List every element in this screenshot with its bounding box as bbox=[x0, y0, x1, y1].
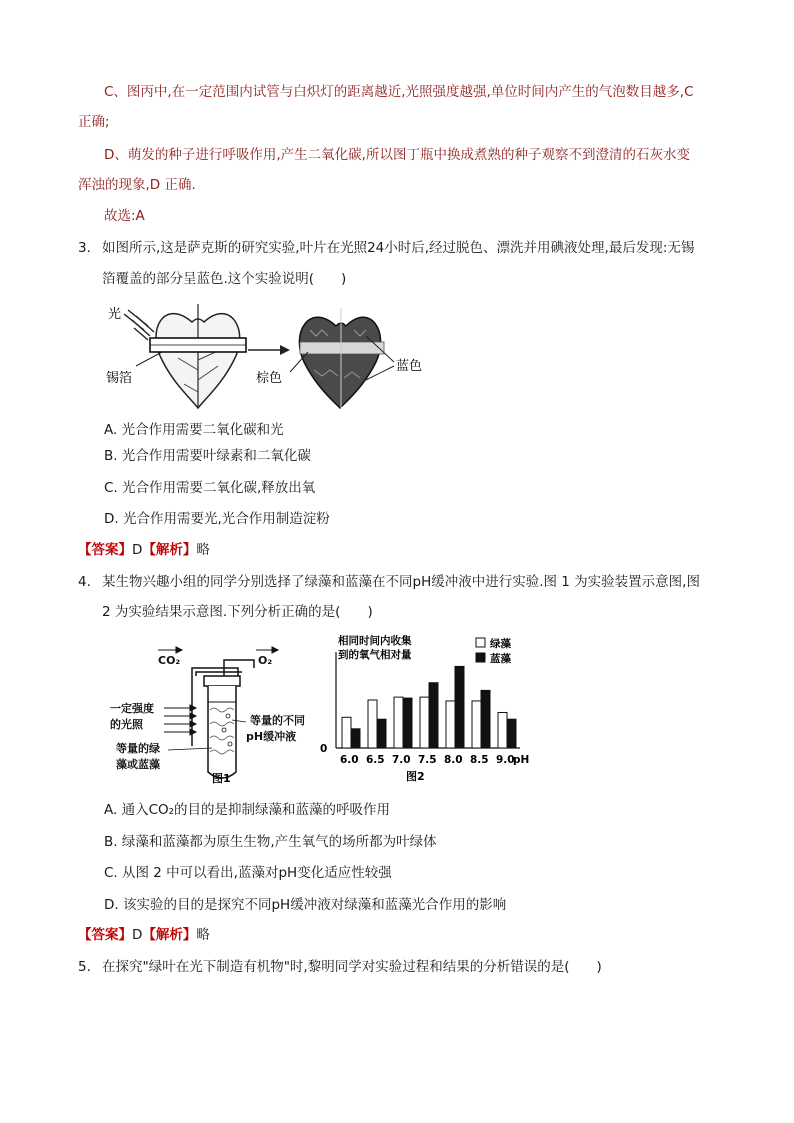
gas-arrows-icon bbox=[158, 647, 278, 653]
light-rays-icon bbox=[124, 310, 154, 340]
q5-number: 5. bbox=[78, 959, 91, 975]
q5-stem: 5. 在探究"绿叶在光下制造有机物"时,黎明同学对实验过程和结果的分析错误的是( ) bbox=[78, 959, 602, 975]
leaf-before-icon bbox=[156, 304, 240, 408]
light-label: 光 bbox=[108, 307, 122, 322]
x-tick-label: 9.0 bbox=[496, 754, 515, 766]
bar-blue-algae-6.5 bbox=[377, 719, 386, 748]
q4-option-d: D. 该实验的目的是探究不同pH缓冲液对绿藻和蓝藻光合作用的影响 bbox=[104, 897, 507, 913]
bar-green-algae-8.0 bbox=[446, 701, 455, 748]
bar-green-algae-6.0 bbox=[342, 717, 351, 748]
algae-label-2: 藻或蓝藻 bbox=[116, 758, 160, 771]
blue-label: 蓝色 bbox=[396, 359, 423, 374]
chart-xlabel: pH bbox=[513, 754, 530, 766]
q3-answer: 【答案】D【解析】略 bbox=[78, 542, 210, 558]
q4-number: 4. bbox=[78, 574, 91, 590]
leaf-after-icon bbox=[299, 308, 384, 408]
chart-ylabel-line1: 相同时间内收集 bbox=[338, 635, 412, 647]
brown-label: 棕色 bbox=[256, 371, 283, 386]
co2-label: CO₂ bbox=[158, 654, 181, 667]
x-tick-label: 7.0 bbox=[392, 754, 411, 766]
algae-label-1: 等量的绿 bbox=[116, 742, 160, 755]
chart-y-origin: 0 bbox=[320, 743, 328, 755]
test-tube bbox=[204, 676, 240, 778]
q3-option-b: B. 光合作用需要叶绿素和二氧化碳 bbox=[104, 448, 311, 464]
chart-ylabel-line2: 到的氧气相对量 bbox=[338, 649, 412, 661]
legend-swatch bbox=[476, 653, 485, 662]
q4-option-c: C. 从图 2 中可以看出,蓝藻对pH变化适应性较强 bbox=[104, 865, 392, 881]
q3-option-c: C. 光合作用需要二氧化碳,释放出氧 bbox=[104, 480, 316, 496]
q4-option-a: A. 通入CO₂的目的是抑制绿藻和蓝藻的呼吸作用 bbox=[104, 802, 391, 818]
q3-stem-line1: 3. 如图所示,这是萨克斯的研究实验,叶片在光照24小时后,经过脱色、漂洗并用碘液处理,最后发现:无锡 bbox=[78, 240, 695, 256]
q4-bar-chart bbox=[312, 632, 532, 786]
o2-label: O₂ bbox=[258, 654, 273, 667]
q3-stem-line2: 箔覆盖的部分呈蓝色.这个实验说明( ) bbox=[102, 271, 347, 287]
q4-stem-line1: 4. 某生物兴趣小组的同学分别选择了绿藻和蓝藻在不同pH缓冲液中进行实验.图 1 为实验装置示意图,图 bbox=[78, 574, 700, 590]
bar-blue-algae-9.0 bbox=[507, 719, 516, 748]
bar-blue-algae-6.0 bbox=[351, 729, 360, 748]
bar-blue-algae-8.5 bbox=[481, 690, 490, 748]
explanation-choice: 故选:A bbox=[104, 208, 145, 224]
chart-legend bbox=[476, 637, 511, 665]
q3-option-a: A. 光合作用需要二氧化碳和光 bbox=[104, 422, 284, 438]
x-tick-label: 6.0 bbox=[340, 754, 359, 766]
q3-leaf-figure bbox=[104, 300, 434, 412]
q3-option-d: D. 光合作用需要光,光合作用制造淀粉 bbox=[104, 511, 330, 527]
bar-green-algae-8.5 bbox=[472, 701, 481, 748]
x-tick-label: 8.5 bbox=[470, 754, 489, 766]
bar-blue-algae-8.0 bbox=[455, 666, 464, 748]
q4-answer: 【答案】D【解析】略 bbox=[78, 927, 210, 943]
x-tick-label: 7.5 bbox=[418, 754, 437, 766]
q4-option-b: B. 绿藻和蓝藻都为原生生物,产生氧气的场所都为叶绿体 bbox=[104, 834, 437, 850]
bar-green-algae-6.5 bbox=[368, 700, 377, 748]
buffer-label-2: pH缓冲液 bbox=[246, 730, 297, 743]
foil-label: 锡箔 bbox=[106, 371, 133, 386]
legend-label: 蓝藻 bbox=[490, 653, 511, 665]
q4-apparatus-figure bbox=[108, 636, 316, 786]
bar-blue-algae-7.0 bbox=[403, 698, 412, 748]
explanation-d-line2: 浑浊的现象,D 正确. bbox=[78, 177, 196, 193]
bar-green-algae-7.0 bbox=[394, 697, 403, 748]
x-tick-label: 6.5 bbox=[366, 754, 385, 766]
fig2-caption: 图2 bbox=[406, 770, 425, 783]
explanation-d-line1: D、萌发的种子进行呼吸作用,产生二氧化碳,所以图丁瓶中换成煮熟的种子观察不到澄清的石灰水变 bbox=[104, 147, 690, 163]
q3-number: 3. bbox=[78, 240, 91, 256]
x-tick-label: 8.0 bbox=[444, 754, 463, 766]
legend-swatch bbox=[476, 638, 485, 647]
light-label-2: 的光照 bbox=[110, 718, 143, 731]
q4-stem-line2: 2 为实验结果示意图.下列分析正确的是( ) bbox=[102, 604, 373, 620]
light-label-1: 一定强度 bbox=[110, 702, 154, 715]
legend-label: 绿藻 bbox=[490, 638, 511, 650]
explanation-c-line2: 正确; bbox=[78, 114, 110, 130]
fig1-caption: 图1 bbox=[212, 772, 231, 785]
arrow-right-icon bbox=[248, 345, 290, 355]
light-arrows-icon bbox=[164, 705, 196, 735]
explanation-c-line1: C、图丙中,在一定范围内试管与白炽灯的距离越近,光照强度越强,单位时间内产生的气泡数目越多,C bbox=[104, 84, 694, 100]
bar-blue-algae-7.5 bbox=[429, 683, 438, 748]
bar-green-algae-9.0 bbox=[498, 712, 507, 748]
bar-green-algae-7.5 bbox=[420, 697, 429, 748]
buffer-label-1: 等量的不同 bbox=[250, 714, 305, 727]
